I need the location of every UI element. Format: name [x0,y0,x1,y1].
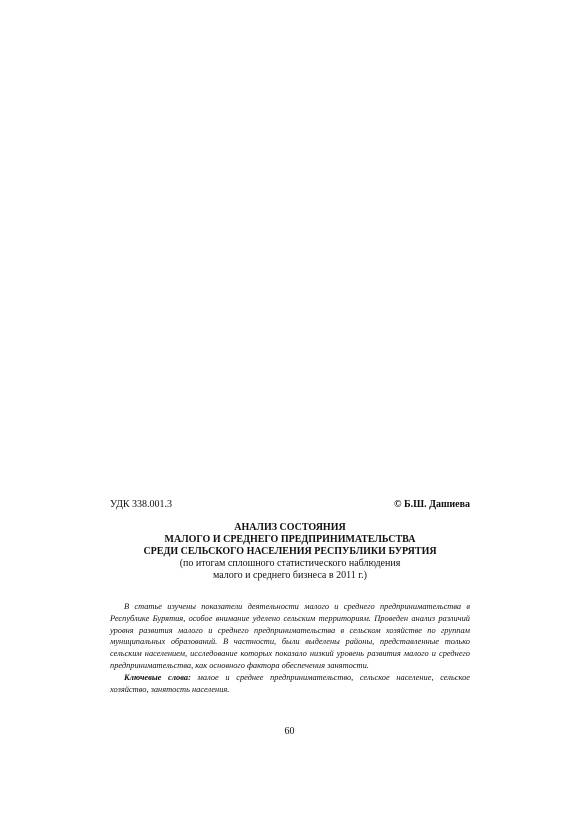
article-title-line-1: АНАЛИЗ СОСТОЯНИЯ [234,522,346,533]
article-subtitle-line-2: малого и среднего бизнеса в 2011 г.) [212,570,368,581]
article-header [110,522,470,582]
article-title-line-2: МАЛОГО И СРЕДНЕГО ПРЕДПРИНИМАТЕЛЬСТВА [164,534,416,545]
keywords-label: Ключевые слова: [124,672,191,682]
article-subtitle-line-1: (по итогам сплошного статистического наблюдения [179,558,401,569]
keywords [110,672,470,696]
abstract-text: В статье изучены показатели деятельности малого и среднего предпринимательства в Республике Бурятия, особое внимание уделено сельским территориям. Проведен анализ различий уровня развития малого и среднего предпринимательства в сельском хозяйстве по группам муниципальных образований. В частности, были выделены районы, представленные только сельским населением, исследование которых показало низкий уровень развития малого и среднего предпринимательства, как основного фактора обеспечения занятости. [110,602,470,670]
page-number: 60 [284,726,295,737]
keywords-text: малое и среднее предпринимательство, сельское население, сельское хозяйство, занятость населения. [110,672,470,694]
author: © Б.Ш. Дашиева [394,499,470,510]
article-title-line-3: СРЕДИ СЕЛЬСКОГО НАСЕЛЕНИЯ РЕСПУБЛИКИ БУРЯТИЯ [143,546,437,557]
abstract [110,601,470,695]
udk-code: УДК 338.001.3 [110,499,173,510]
